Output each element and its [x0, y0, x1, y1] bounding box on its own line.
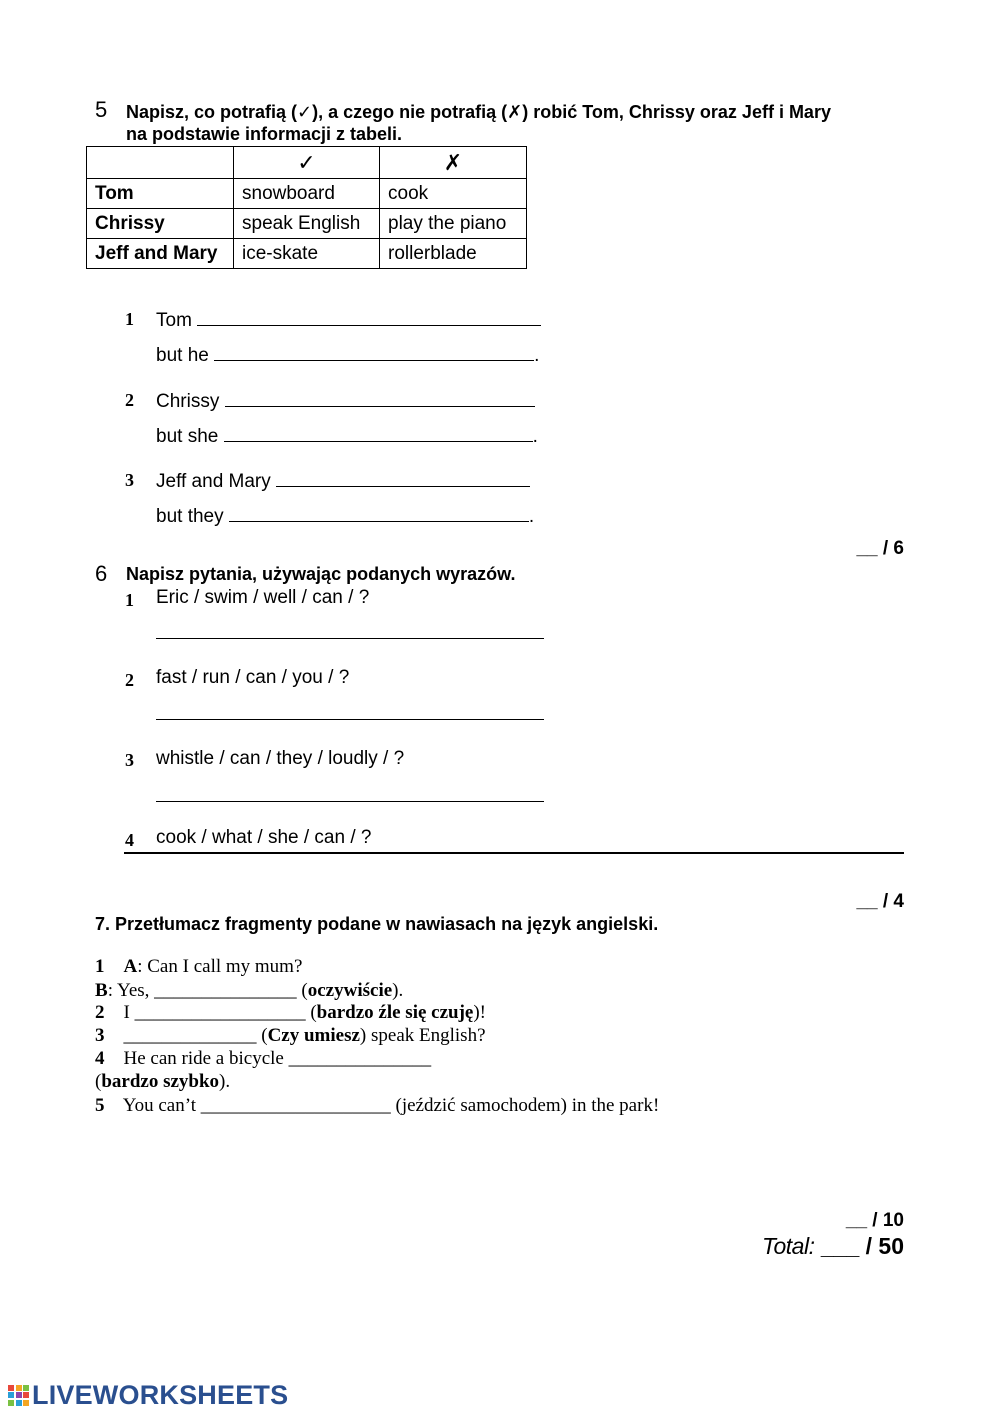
answer-blank-input[interactable]	[214, 342, 534, 361]
table-cell-cannot: rollerblade	[380, 239, 527, 269]
item-prompt: Eric / swim / well / can / ?	[156, 587, 370, 608]
item-prompt: cook / what / she / can / ?	[156, 827, 372, 848]
item-number: 3	[125, 470, 134, 490]
table-row	[87, 179, 527, 209]
line-text: ).	[392, 980, 404, 1001]
section-5-number: 5	[95, 97, 108, 122]
item-number: 2	[95, 1002, 105, 1023]
translation-line	[95, 1095, 659, 1117]
section-7-title: 7. Przetłumacz fragmenty podane w nawiasach na język angielski.	[95, 914, 659, 934]
section-5-title-line1: Napisz, co potrafią (✓), a czego nie potrafią (✗) robić Tom, Chrissy oraz Jeff i Mary	[126, 102, 831, 122]
item-number: 3	[95, 1025, 105, 1046]
translation-line	[95, 980, 403, 1002]
item-number: 1	[95, 956, 105, 977]
item-period: .	[532, 426, 538, 447]
line-text: ).	[219, 1071, 231, 1092]
section-5-title-line2: na podstawie informacji z tabeli.	[126, 124, 403, 144]
table-header-empty	[87, 147, 234, 179]
line-text: (	[95, 1071, 102, 1092]
translation-line	[95, 956, 302, 978]
table-cell-cannot: play the piano	[380, 209, 527, 239]
liveworksheets-logo	[8, 1381, 288, 1409]
section-6-score: __ / 4	[856, 891, 904, 912]
item-number: 3	[125, 750, 134, 770]
item-number: 4	[95, 1048, 105, 1069]
speaker-label: B	[95, 980, 108, 1001]
item-subject: Chrissy	[156, 391, 220, 412]
cross-icon: ✗	[380, 147, 527, 179]
item-number: 1	[125, 309, 134, 329]
check-icon: ✓	[234, 147, 380, 179]
answer-line-input[interactable]	[124, 852, 904, 854]
table-cell-name: Jeff and Mary	[87, 239, 234, 269]
skills-table	[86, 146, 527, 269]
total-value: ___ / 50	[814, 1233, 904, 1259]
line-text: I __________________ (	[123, 1002, 317, 1023]
line-text: )!	[473, 1002, 487, 1023]
hint-text: oczywiście	[307, 980, 393, 1001]
item-prompt: whistle / can / they / loudly / ?	[156, 748, 405, 769]
translation-line	[95, 1048, 431, 1070]
item-number: 2	[125, 390, 134, 410]
item-period: .	[528, 506, 535, 527]
line-text: : Yes, _______________ (	[107, 980, 308, 1001]
answer-blank-input[interactable]	[225, 388, 535, 407]
table-cell-name: Chrissy	[87, 209, 234, 239]
item-but-clause: but she	[156, 426, 219, 447]
line-text: : Can I call my mum?	[137, 956, 303, 977]
exercise-line	[156, 342, 539, 367]
liveworksheets-logo-icon	[8, 1385, 29, 1406]
table-cell-can: speak English	[234, 209, 380, 239]
exercise-line	[156, 423, 538, 448]
answer-blank-input[interactable]	[229, 503, 529, 522]
translation-line	[95, 1071, 230, 1093]
answer-blank-input[interactable]	[197, 307, 541, 326]
answer-blank-input[interactable]	[224, 423, 533, 442]
section-7-score: __ / 10	[845, 1210, 904, 1231]
total-score	[762, 1233, 904, 1260]
item-period: .	[534, 345, 540, 366]
item-number: 5	[95, 1095, 105, 1116]
hint-text: Czy umiesz	[267, 1025, 360, 1046]
table-row	[87, 209, 527, 239]
exercise-line	[156, 503, 534, 528]
item-prompt: fast / run / can / you / ?	[156, 667, 350, 688]
item-number: 1	[125, 590, 134, 610]
section-5-score: __ / 6	[856, 538, 904, 559]
table-row	[87, 239, 527, 269]
table-header-row	[87, 147, 527, 179]
exercise-line	[156, 388, 535, 413]
translation-line	[95, 1025, 486, 1047]
line-text: ) speak English?	[359, 1025, 486, 1046]
item-subject: Jeff and Mary	[156, 471, 271, 492]
table-cell-name: Tom	[87, 179, 234, 209]
hint-text: bardzo szybko	[101, 1071, 220, 1092]
logo-text: LIVEWORKSHEETS	[32, 1379, 289, 1410]
line-text: ______________ (	[123, 1025, 268, 1046]
item-number: 2	[125, 670, 134, 690]
answer-blank-input[interactable]	[276, 468, 530, 487]
section-6-title: Napisz pytania, używając podanych wyrazów.	[126, 564, 516, 584]
answer-line-input[interactable]	[156, 703, 544, 720]
line-text: You can’t ____________________ (jeździć samochodem) in the park!	[122, 1095, 660, 1116]
item-subject: Tom	[156, 310, 192, 331]
exercise-line	[156, 307, 541, 332]
total-label: Total:	[762, 1233, 815, 1259]
exercise-line	[156, 468, 530, 493]
item-number: 4	[125, 830, 134, 850]
item-but-clause: but he	[156, 345, 209, 366]
table-cell-cannot: cook	[380, 179, 527, 209]
speaker-label: A	[123, 956, 138, 977]
line-text: He can ride a bicycle _______________	[123, 1048, 432, 1069]
hint-text: bardzo źle się czuję	[316, 1002, 474, 1023]
answer-line-input[interactable]	[156, 622, 544, 639]
table-cell-can: ice-skate	[234, 239, 380, 269]
translation-line	[95, 1002, 486, 1024]
table-cell-can: snowboard	[234, 179, 380, 209]
section-6-number: 6	[95, 561, 108, 586]
item-but-clause: but they	[156, 506, 224, 527]
answer-line-input[interactable]	[156, 785, 544, 802]
